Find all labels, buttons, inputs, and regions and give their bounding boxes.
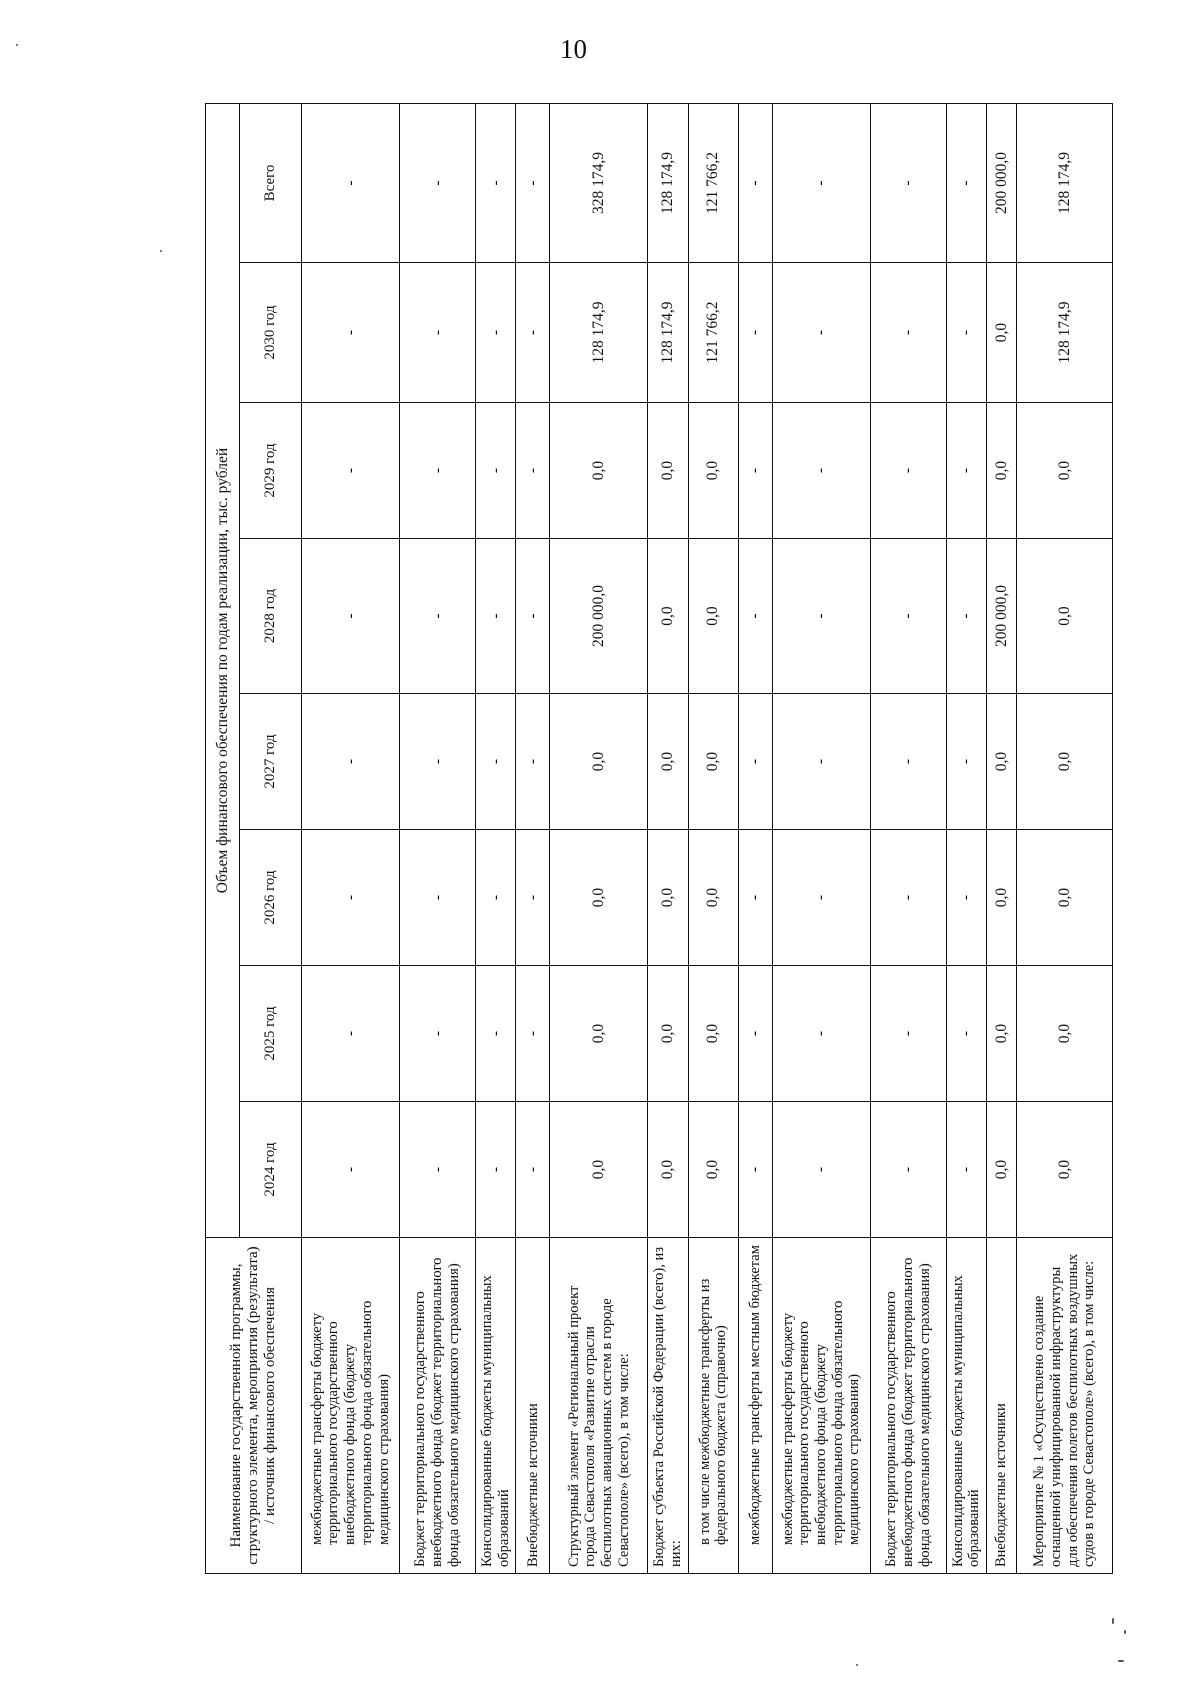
table-row <box>738 104 772 1574</box>
cell-2028: - <box>946 539 986 694</box>
cell-2024: - <box>946 1102 986 1238</box>
cell-total: 128 174,9 <box>1017 104 1113 263</box>
cell-2025: - <box>738 966 772 1102</box>
cell-2027: 0,0 <box>550 694 648 830</box>
cell-2024: - <box>302 1102 400 1238</box>
cell-2030: - <box>400 263 476 403</box>
cell-2025: - <box>772 966 870 1102</box>
cell-2029: 0,0 <box>550 403 648 539</box>
year-header-2025: 2025 год <box>240 966 302 1102</box>
row-label: межбюджетные трансферты бюджету территориального государственного внебюджетного фонда (бюджету территориального фонда обязательного медицинского страхования) <box>772 1238 870 1574</box>
table-row <box>550 104 648 1574</box>
cell-2025: - <box>476 966 516 1102</box>
cell-2027: - <box>946 694 986 830</box>
year-header-2027: 2027 год <box>240 694 302 830</box>
cell-2029: 0,0 <box>987 403 1017 539</box>
cell-2028: 200 000,0 <box>987 539 1017 694</box>
financing-table <box>205 103 1113 1574</box>
table-row <box>302 104 400 1574</box>
cell-2029: 0,0 <box>1017 403 1113 539</box>
table-row <box>516 104 550 1574</box>
cell-2029: - <box>772 403 870 539</box>
cell-2030: - <box>476 263 516 403</box>
cell-total: - <box>738 104 772 263</box>
cell-2025: 0,0 <box>987 966 1017 1102</box>
table-row <box>1017 104 1113 1574</box>
cell-2029: - <box>302 403 400 539</box>
cell-2030: 121 766,2 <box>688 263 738 403</box>
cell-2025: 0,0 <box>648 966 688 1102</box>
cell-2030: - <box>772 263 870 403</box>
table-row <box>870 104 946 1574</box>
cell-2030: 128 174,9 <box>648 263 688 403</box>
cell-total: - <box>516 104 550 263</box>
table-row <box>476 104 516 1574</box>
year-header-2024: 2024 год <box>240 1102 302 1238</box>
row-label: Консолидированные бюджеты муниципальных образований <box>476 1238 516 1574</box>
cell-2026: 0,0 <box>688 830 738 966</box>
scan-speck <box>160 250 162 252</box>
rotated-table-container <box>205 104 1098 1574</box>
row-label: Бюджет территориального государственного внебюджетного фонда (бюджет территориального фонда обязательного медицинского страхования) <box>400 1238 476 1574</box>
cell-2026: - <box>516 830 550 966</box>
cell-2029: - <box>946 403 986 539</box>
cell-2024: - <box>772 1102 870 1238</box>
cell-2030: - <box>302 263 400 403</box>
cell-2029: - <box>476 403 516 539</box>
cell-2025: - <box>302 966 400 1102</box>
cell-2027: - <box>870 694 946 830</box>
cell-2030: 128 174,9 <box>1017 263 1113 403</box>
cell-2029: - <box>870 403 946 539</box>
cell-2027: - <box>772 694 870 830</box>
cell-2025: - <box>400 966 476 1102</box>
year-header-2026: 2026 год <box>240 830 302 966</box>
cell-2028: 0,0 <box>688 539 738 694</box>
cell-2026: 0,0 <box>987 830 1017 966</box>
row-label: Бюджет территориального государственного внебюджетного фонда (бюджет территориального фонда обязательного медицинского страхования) <box>870 1238 946 1574</box>
cell-2028: - <box>772 539 870 694</box>
cell-2024: 0,0 <box>1017 1102 1113 1238</box>
cell-2028: - <box>476 539 516 694</box>
cell-2024: 0,0 <box>688 1102 738 1238</box>
name-column-header: Наименование государственной программы, структурного элемента, мероприятия (результата) / источник финансового обеспечения <box>206 1238 302 1574</box>
scan-speck <box>1124 1630 1126 1634</box>
total-header: Всего <box>240 104 302 263</box>
year-header-2030: 2030 год <box>240 263 302 403</box>
cell-2027: 0,0 <box>1017 694 1113 830</box>
cell-total: - <box>946 104 986 263</box>
cell-2025: - <box>516 966 550 1102</box>
row-label: в том числе межбюджетные трансферты из федерального бюджета (справочно) <box>688 1238 738 1574</box>
cell-2030: - <box>946 263 986 403</box>
cell-2028: - <box>870 539 946 694</box>
cell-2030: - <box>870 263 946 403</box>
cell-2026: - <box>302 830 400 966</box>
scan-speck <box>1118 1660 1124 1662</box>
cell-2026: 0,0 <box>550 830 648 966</box>
cell-2024: 0,0 <box>987 1102 1017 1238</box>
page-number: 10 <box>560 34 587 64</box>
cell-2024: - <box>476 1102 516 1238</box>
table-row <box>688 104 738 1574</box>
row-label: Бюджет субъекта Российской Федерации (всего), из них: <box>648 1238 688 1574</box>
cell-2029: - <box>400 403 476 539</box>
cell-total: - <box>400 104 476 263</box>
cell-2025: - <box>870 966 946 1102</box>
cell-2024: - <box>738 1102 772 1238</box>
cell-2027: - <box>516 694 550 830</box>
cell-2027: - <box>302 694 400 830</box>
cell-2027: - <box>400 694 476 830</box>
cell-2024: - <box>400 1102 476 1238</box>
row-label: Внебюджетные источники <box>516 1238 550 1574</box>
cell-2024: 0,0 <box>550 1102 648 1238</box>
table-row <box>987 104 1017 1574</box>
cell-2027: - <box>738 694 772 830</box>
cell-total: - <box>772 104 870 263</box>
cell-total: 121 766,2 <box>688 104 738 263</box>
cell-2025: - <box>946 966 986 1102</box>
table-row <box>772 104 870 1574</box>
cell-2026: - <box>870 830 946 966</box>
cell-2026: - <box>738 830 772 966</box>
cell-2027: 0,0 <box>987 694 1017 830</box>
year-header-2028: 2028 год <box>240 539 302 694</box>
cell-2027: - <box>476 694 516 830</box>
cell-2026: 0,0 <box>648 830 688 966</box>
cell-2026: - <box>946 830 986 966</box>
cell-2025: 0,0 <box>688 966 738 1102</box>
cell-total: 128 174,9 <box>648 104 688 263</box>
cell-2029: - <box>516 403 550 539</box>
row-label: Консолидированные бюджеты муниципальных образований <box>946 1238 986 1574</box>
cell-2029: - <box>738 403 772 539</box>
cell-2024: - <box>870 1102 946 1238</box>
financing-group-header: Объем финансового обеспечения по годам реализации, тыс. рублей <box>206 104 240 1238</box>
cell-2028: 0,0 <box>1017 539 1113 694</box>
cell-2030: - <box>738 263 772 403</box>
row-label: Внебюджетные источники <box>987 1238 1017 1574</box>
cell-2024: 0,0 <box>648 1102 688 1238</box>
cell-total: - <box>302 104 400 263</box>
scan-speck <box>1112 1618 1114 1624</box>
cell-2030: 128 174,9 <box>550 263 648 403</box>
cell-2030: 0,0 <box>987 263 1017 403</box>
cell-2025: 0,0 <box>550 966 648 1102</box>
cell-2029: 0,0 <box>648 403 688 539</box>
table-row <box>648 104 688 1574</box>
scan-speck <box>16 44 18 46</box>
cell-2027: 0,0 <box>648 694 688 830</box>
cell-2028: 0,0 <box>648 539 688 694</box>
cell-total: 200 000,0 <box>987 104 1017 263</box>
cell-2029: 0,0 <box>688 403 738 539</box>
cell-2027: 0,0 <box>688 694 738 830</box>
cell-2026: - <box>400 830 476 966</box>
row-label: межбюджетные трансферты местным бюджетам <box>738 1238 772 1574</box>
cell-total: 328 174,9 <box>550 104 648 263</box>
cell-total: - <box>476 104 516 263</box>
cell-2024: - <box>516 1102 550 1238</box>
cell-2026: 0,0 <box>1017 830 1113 966</box>
cell-total: - <box>870 104 946 263</box>
cell-2028: - <box>400 539 476 694</box>
cell-2028: 200 000,0 <box>550 539 648 694</box>
cell-2028: - <box>516 539 550 694</box>
table-row <box>400 104 476 1574</box>
cell-2028: - <box>738 539 772 694</box>
table-row <box>946 104 986 1574</box>
year-header-2029: 2029 год <box>240 403 302 539</box>
scan-speck <box>856 1664 858 1666</box>
cell-2028: - <box>302 539 400 694</box>
cell-2026: - <box>476 830 516 966</box>
cell-2030: - <box>516 263 550 403</box>
row-label: межбюджетные трансферты бюджету территориального государственного внебюджетного фонда (бюджету территориального фонда обязательного медицинского страхования) <box>302 1238 400 1574</box>
row-label: Мероприятие № 1 «Осуществлено создание оснащенной унифицированной инфраструктуры для обеспечения полетов беспилотных воздушных судов в городе Севастополе» (всего), в том числе: <box>1017 1238 1113 1574</box>
row-label: Структурный элемент «Региональный проект города Севастополя «Развитие отрасли беспилотных авиационных систем в городе Севастополе» (всего), в том числе: <box>550 1238 648 1574</box>
cell-2026: - <box>772 830 870 966</box>
cell-2025: 0,0 <box>1017 966 1113 1102</box>
